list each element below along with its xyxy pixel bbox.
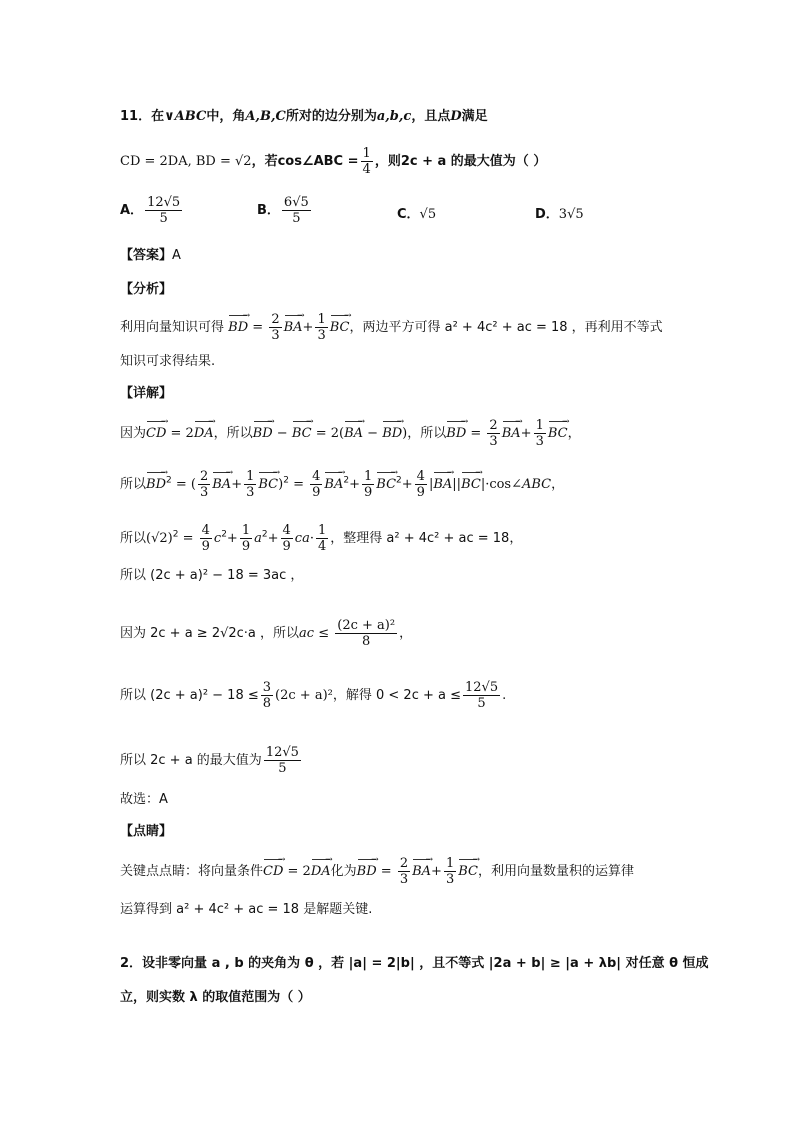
option-b[interactable]: B． $\frac{6√5}{5}$ <box>257 195 309 226</box>
answer-line <box>120 246 181 266</box>
option-c[interactable]: C．√5 <box>397 207 437 222</box>
option-a[interactable]: A． $\frac{12√5}{5}$ <box>120 195 181 226</box>
analysis-line2: 知识可求得结果. <box>120 354 216 369</box>
detail-label: 【详解】 <box>120 386 173 401</box>
q2-stem-line1: 2．设非零向量 a , b 的夹角为 θ ，若 |a| = 2|b| ，且不等式 |2a + b| ≥ |a + λb| 对任意 θ 恒成 <box>120 956 709 971</box>
remark-label: 【点睛】 <box>120 824 173 839</box>
q11-number: 11．在 <box>120 109 165 124</box>
option-d[interactable]: D．3√5 <box>535 207 584 222</box>
q11-stem-line2: CD = 2DA, BD = √2，若cos∠ABC = $\frac{1}{4}$ ，则2c + a 的最大值为（ ） <box>120 146 547 177</box>
fraction-one-quarter: $\frac{1}{4}$ <box>362 146 371 177</box>
answer-label: 【答案】 <box>120 248 173 263</box>
q2-stem-line2: 立，则实数 λ 的取值范围为（ ） <box>120 990 311 1005</box>
q11-stem-line1: 11．在∨ABC中，角A,B,C所对的边分别为a,b,c，且点D满足 <box>120 109 488 124</box>
detail-line1: 因为CD → = 2DA →，所以BD → − BC → = 2(BA → − BD →)，所以BD → = $\frac{2}{3}$ BA →+ $\frac{1}{3}$ BC →， <box>120 418 581 449</box>
vector-condition: CD = 2DA, BD = √2 <box>120 154 252 169</box>
remark-line1: 关键点点睛：将向量条件CD → = 2DA →化为BD → = $\frac{2}{3}$ BA →+ $\frac{1}{3}$ BC →，利用向量数量积的运算律 <box>120 856 634 887</box>
answer-value: A <box>172 248 181 263</box>
choose-line: 故选：A <box>120 792 168 807</box>
detail-line2: 所以BD →$^2$ = ( $\frac{2}{3}$ BA →+ $\frac{1}{3}$ BC →)$^2$ = $\frac{4}{9}$ BA →$^2$+ $\frac{1}{9}$ BC →$^2$+ $\frac{4}{9}$ |BA →||BC →|·cos∠ABC， <box>120 469 564 500</box>
detail-line3: 所以$(√2)^2$ = $\frac{4}{9}$ $c^2+$ $\frac{1}{9}$ $a^2+$ $\frac{4}{9}$ ca· $\frac{1}{4}$ ，整理得 a² + 4c² + ac = 18， <box>120 523 523 554</box>
detail-line7: 所以 2c + a 的最大值为 $\frac{12√5}{5}$ <box>120 745 299 776</box>
analysis-line1: 利用向量知识可得 BD → = $\frac{2}{3}$ BA →+ $\frac{1}{3}$ BC →，两边平方可得 a² + 4c² + ac = 18 ，再利用不等式 <box>120 312 663 343</box>
remark-line2: 运算得到 a² + 4c² + ac = 18 是解题关键. <box>120 902 373 917</box>
q11-options <box>120 195 680 235</box>
detail-line5: 因为 2c + a ≥ 2√2c·a ，所以ac ≤ $\frac{\text{(2c + a)²}}{8}$ ， <box>120 618 413 649</box>
analysis-label: 【分析】 <box>120 282 173 297</box>
detail-line6: 所以 (2c + a)² − 18 ≤ $\frac{3}{8}$ (2c + a)²，解得 0 < 2c + a ≤ $\frac{12√5}{5}$ . <box>120 680 507 711</box>
detail-line4: 所以 (2c + a)² − 18 = 3ac ， <box>120 568 304 583</box>
